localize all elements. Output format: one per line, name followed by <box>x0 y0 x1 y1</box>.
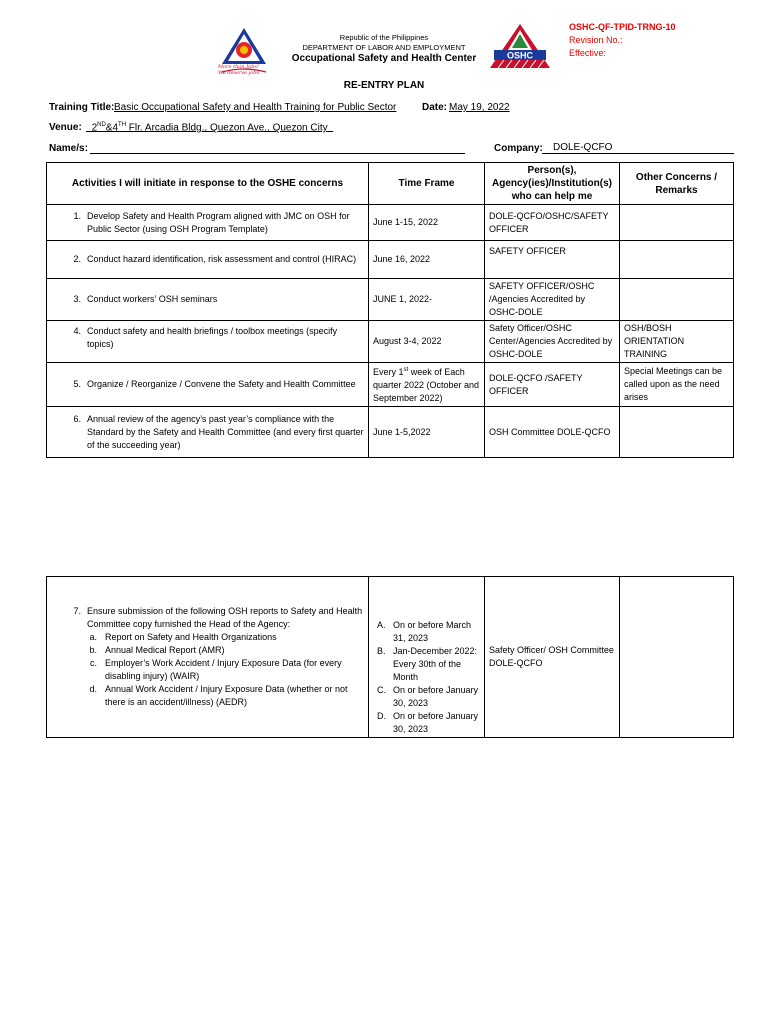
header-activities: Activities I will initiate in response to the OSHE concerns <box>47 163 369 205</box>
list-item: a. Report on Safety and Health Organizations <box>89 632 277 642</box>
persons: DOLE-QCFO/OSHC/SAFETY OFFICER <box>485 205 620 241</box>
remarks <box>620 279 734 321</box>
oshc-logo <box>488 22 552 70</box>
time-frame: June 1-15, 2022 <box>369 205 485 241</box>
department-text: DEPARTMENT OF LABOR AND EMPLOYMENT <box>302 43 466 52</box>
names-label: Name/s: <box>49 143 88 154</box>
table-row: 4. Conduct safety and health briefings / toolbox meetings (specify topics) August 3-4, 2022 Safety Officer/OSHC Center/Agencies Accredited by OSHC-DOLE OSH/BOSH ORIENTATION TRAINING <box>47 321 734 363</box>
names-field[interactable] <box>90 153 465 154</box>
re-entry-plan-table-continued <box>46 576 734 738</box>
center-name: Occupational Safety and Health Center <box>291 53 477 64</box>
company-value: DOLE-QCFO <box>553 142 613 153</box>
activity-text: Conduct hazard identification, risk assessment and control (HIRAC) <box>87 254 357 264</box>
persons: DOLE-QCFO /SAFETY OFFICER <box>485 363 620 407</box>
republic-text: Republic of the Philippines <box>339 33 429 42</box>
company-field-line <box>542 153 734 154</box>
dole-logo <box>218 24 270 84</box>
date-value: May 19, 2022 <box>449 102 510 113</box>
remarks <box>620 205 734 241</box>
list-item: d. Annual Work Accident / Injury Exposure Data (whether or not there is an accident/illness) (AEDR) <box>89 684 348 707</box>
activity-text: Conduct workers’ OSH seminars <box>87 294 218 304</box>
page-title: RE-ENTRY PLAN <box>343 80 425 91</box>
list-item: b. Annual Medical Report (AMR) <box>89 645 225 655</box>
table-row: 5. Organize / Reorganize / Convene the Safety and Health Committee Every 1st week of Each quarter 2022 (October and September 2022) DOLE-QCFO /SAFETY OFFICER Special Meetings can be called upon as the need arises <box>47 363 734 407</box>
table-row: 7. Ensure submission of the following OSH reports to Safety and Health Committee copy furnished the Head of the Agency: a. Report on Safety and Health Organizations b. Annual Medical Report (AMR) c. Employer’s Work Accident / Injury Exposure Data (for every disabling injury) (WAIR) d. Annual Work Accident / Injury Exposure Data (whether or not there is an accident/illness) (AEDR) A. On or before March 31, 2023 B. Jan-December 2022: Every 30th of the Month C. On or before January 30, 2023 D. On or before January 30, 2023 Safety Officer/ OSH Committee DOLE-QCFO <box>47 577 734 738</box>
persons: Safety Officer/OSHC Center/Agencies Accredited by OSHC-DOLE <box>485 321 620 363</box>
time-frame-item: D. On or before January 30, 2023 <box>377 711 479 734</box>
time-frame: JUNE 1, 2022- <box>369 279 485 321</box>
remarks: Special Meetings can be called upon as the need arises <box>620 363 734 407</box>
persons: SAFETY OFFICER/OSHC /Agencies Accredited by OSHC-DOLE <box>485 279 620 321</box>
time-frame-item: B. Jan-December 2022: Every 30th of the Month <box>377 646 478 682</box>
remarks <box>620 241 734 279</box>
list-item: c. Employer’s Work Accident / Injury Exposure Data (for every disabling injury) (WAIR) <box>89 658 342 681</box>
training-title-value: Basic Occupational Safety and Health Training for Public Sector <box>114 102 397 113</box>
table-row: 3. Conduct workers’ OSH seminars JUNE 1, 2022- SAFETY OFFICER/OSHC /Agencies Accredited by OSHC-DOLE <box>47 279 734 321</box>
table-row: 1. Develop Safety and Health Program aligned with JMC on OSH for Public Sector (using OSH Program Template) June 1-15, 2022 DOLE-QCFO/OSHC/SAFETY OFFICER <box>47 205 734 241</box>
activity-text: Organize / Reorganize / Convene the Safety and Health Committee <box>87 379 356 389</box>
remarks <box>620 407 734 458</box>
table-row: 6. Annual review of the agency’s past year’s compliance with the Standard by the Safety and Health Committee (and every first quarter of the succeeding year) June 1-5,2022 OSH Committee DOLE-QCFO <box>47 407 734 458</box>
time-frame: June 1-5,2022 <box>369 407 485 458</box>
header-time-frame: Time Frame <box>369 163 485 205</box>
persons: OSH Committee DOLE-QCFO <box>485 407 620 458</box>
time-frame-item: A. On or before March 31, 2023 <box>377 620 472 643</box>
time-frame: August 3-4, 2022 <box>369 321 485 363</box>
form-code: OSHC-QF-TPID-TRNG-10 <box>569 22 676 32</box>
form-code-block <box>569 21 676 60</box>
persons: SAFETY OFFICER <box>485 241 620 279</box>
remarks: OSH/BOSH ORIENTATION TRAINING <box>620 321 734 363</box>
remarks <box>620 577 734 738</box>
revision-label: Revision No.: <box>569 35 623 45</box>
effective-label: Effective: <box>569 48 606 58</box>
venue-label: Venue: <box>49 122 82 133</box>
date-label: Date: <box>422 102 448 113</box>
oshc-logo-text: OSHC <box>506 50 534 61</box>
training-title-label: Training Title: <box>49 102 115 113</box>
time-frame-item: C. On or before January 30, 2023 <box>377 685 479 708</box>
activity-text: Ensure submission of the following OSH reports to Safety and Health Committee copy furnished the Head of the Agency: <box>87 606 363 629</box>
venue-value: 2ND&4TH Flr. Arcadia Bldg., Quezon Ave., Quezon City <box>91 122 328 134</box>
re-entry-plan-table <box>46 162 734 458</box>
activity-text: Conduct safety and health briefings / toolbox meetings (specify topics) <box>87 326 338 349</box>
activity-text: Annual review of the agency’s past year’s compliance with the Standard by the Safety and Health Committee (and every first quarter of the succeeding year) <box>87 413 364 450</box>
header-persons: Person(s), Agency(ies)/Institution(s) who can help me <box>485 163 620 205</box>
time-frame: June 16, 2022 <box>369 241 485 279</box>
company-label: Company: <box>494 143 543 154</box>
time-frame: Every 1st week of Each quarter 2022 (October and September 2022) <box>369 363 485 407</box>
activity-text: Develop Safety and Health Program aligned with JMC on OSH for Public Sector (using OSH Program Template) <box>87 210 350 234</box>
dole-tagline: More than Jobs! We deserve jobs. <box>218 64 261 76</box>
persons: Safety Officer/ OSH Committee DOLE-QCFO <box>485 577 620 738</box>
table-row: 2. Conduct hazard identification, risk assessment and control (HIRAC) June 16, 2022 SAFETY OFFICER <box>47 241 734 279</box>
header-remarks: Other Concerns / Remarks <box>620 163 734 205</box>
